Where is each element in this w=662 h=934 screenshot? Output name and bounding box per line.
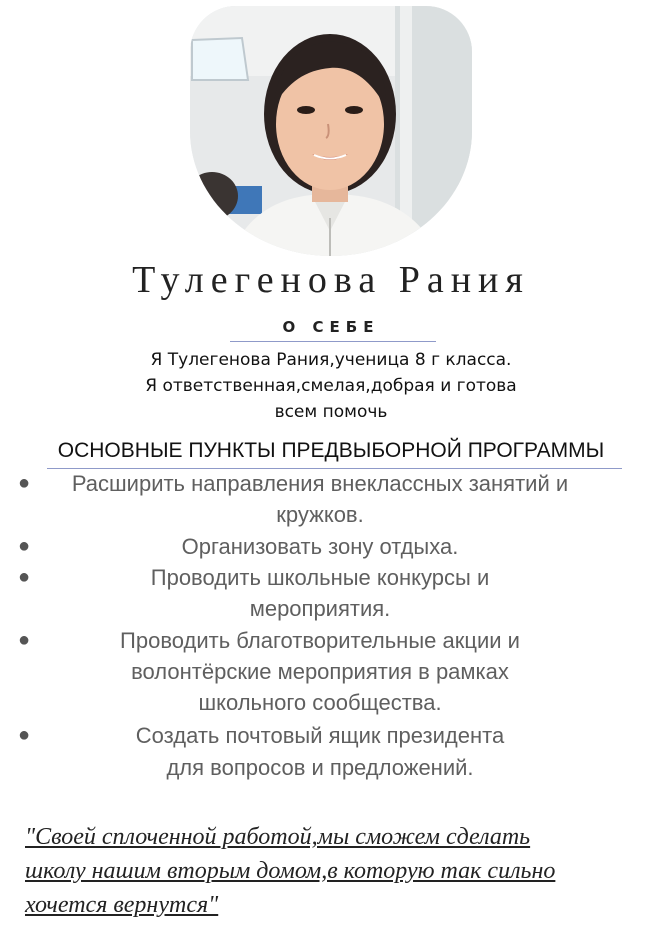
bullet-icon: ● (18, 566, 31, 588)
list-item-line: Проводить благотворительные акции и (120, 628, 520, 653)
about-line: Я ответственная,смелая,добрая и готова (145, 376, 517, 396)
bullet-icon: ● (18, 724, 31, 746)
slogan-quote (25, 820, 655, 922)
about-line: всем помочь (274, 402, 388, 422)
list-item-line: для вопросов и предложений. (166, 755, 474, 780)
about-heading: О СЕБЕ (282, 318, 380, 336)
quote-line: школу нашим вторым домом,в которую так сильно (25, 858, 556, 884)
list-item-line: волонтёрские мероприятия в рамках (131, 659, 509, 684)
bullet-icon: ● (18, 472, 31, 494)
portrait-image (190, 6, 472, 256)
list-item-line: кружков. (276, 502, 364, 527)
list-item-line: школьного сообщества. (198, 690, 442, 715)
bullet-icon: ● (18, 629, 31, 651)
program-heading: ОСНОВНЫЕ ПУНКТЫ ПРЕДВЫБОРНОЙ ПРОГРАММЫ (57, 439, 605, 462)
profile-photo (190, 6, 472, 256)
bullet-icon: ● (18, 535, 31, 557)
list-item-line: мероприятия. (249, 596, 391, 621)
candidate-name: Тулегенова Рания (132, 259, 530, 301)
list-item-line: Проводить школьные конкурсы и (150, 565, 490, 590)
quote-line: хочется вернутся" (25, 892, 219, 918)
list-item-line: Организовать зону отдыха. (181, 534, 459, 559)
about-divider (230, 341, 436, 342)
about-text (80, 347, 582, 425)
list-item-line: Расширить направления внеклассных занятий и (71, 471, 569, 496)
about-line: Я Тулегенова Рания,ученица 8 г класса. (150, 350, 512, 370)
list-item-line: Создать почтовый ящик президента (135, 723, 505, 748)
quote-line: "Своей сплоченной работой,мы сможем сделать (25, 824, 531, 850)
